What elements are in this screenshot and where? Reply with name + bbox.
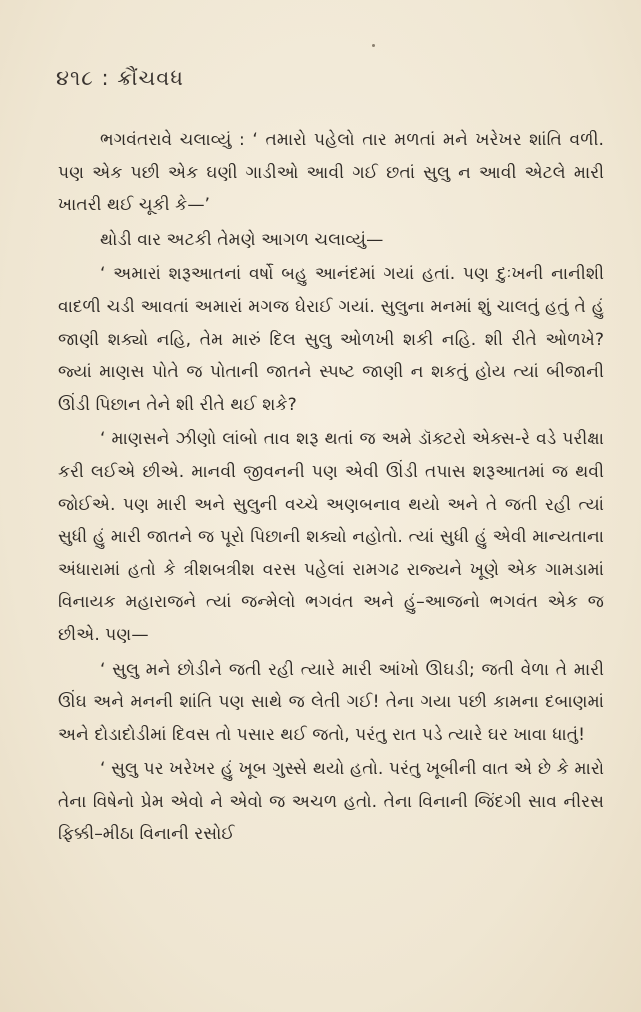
paragraph: ‘ માણસને ઝીણો લાંબો તાવ શરૂ થતાં જ અમે ડૉક્ટરો એક્સ-રે વડે પરીક્ષા કરી લઈએ છીએ. માનવી જીવનની પણ એવી ઊંડી તપાસ શરૂઆતમાં જ થવી જોઈએ. પણ મારી અને સુલુની વચ્ચે અણબનાવ થયો અને તે જતી રહી ત્યાં સુધી હું મારી જાતને જ પૂરો પિછાની શક્યો નહોતો. ત્યાં સુધી હું એવી માન્યતાના અંધારામાં હતો કે ત્રીશબત્રીશ વરસ પહેલાં રામગઢ રાજ્યને ખૂણે એક ગામડામાં વિનાયક મહારાજને ત્યાં જન્મેલો ભગવંત અને હું–આજનો ભગવંત એક જ છીએ. પણ— [58,429,604,645]
paragraph: થોડી વાર અટકી તેમણે આગળ ચલાવ્યું— [100,229,384,250]
paragraph: ‘ સુલુ પર ખરેખર હું ખૂબ ગુસ્સે થયો હતો. પરંતુ ખૂબીની વાત એ છે કે મારો તેના વિષેનો પ્રેમ એવો ને એવો જ અચળ હતો. તેના વિનાની જિંદગી સાવ નીરસ ફિક્કી–મીઠા વિનાની રસોઈ [58,759,604,845]
paper-speck [372,44,375,47]
paragraph: ‘ સુલુ મને છોડીને જતી રહી ત્યારે મારી આંખો ઊઘડી; જતી વેળા તે મારી ઊંઘ અને મનની શાંતિ પણ સાથે જ લેતી ગઈ! તેના ગયા પછી કામના દબાણમાં અને દોડાદોડીમાં દિવસ તો પસાર થઈ જતો, પરંતુ રાત પડે ત્યારે ઘર ખાવા ધાતું! [58,659,604,745]
body-text [58,124,604,851]
paragraph: ભગવંતરાવે ચલાવ્યું : ‘ તમારો પહેલો તાર મળતાં મને ખરેખર શાંતિ વળી. પણ એક પછી એક ઘણી ગાડીઓ આવી ગઈ છતાં સુલુ ન આવી એટલે મારી ખાતરી થઈ ચૂકી કે—’ [58,130,604,216]
running-head: ૪૧૮ : ક્રૌંચવધ [56,66,184,90]
paragraph: ‘ અમારાં શરૂઆતનાં વર્ષો બહુ આનંદમાં ગયાં હતાં. પણ દુઃખની નાનીશી વાદળી ચડી આવતાં અમારાં મગજ ઘેરાઈ ગયાં. સુલુના મનમાં શું ચાલતું હતું તે હું જાણી શક્યો નહિ, તેમ મારું દિલ સુલુ ઓળખી શકી નહિ. શી રીતે ઓળખે? જ્યાં માણસ પોતે જ પોતાની જાતને સ્પષ્ટ જાણી ન શકતું હોય ત્યાં બીજાની ઊંડી પિછાન તેને શી રીતે થઈ શકે? [58,264,604,415]
